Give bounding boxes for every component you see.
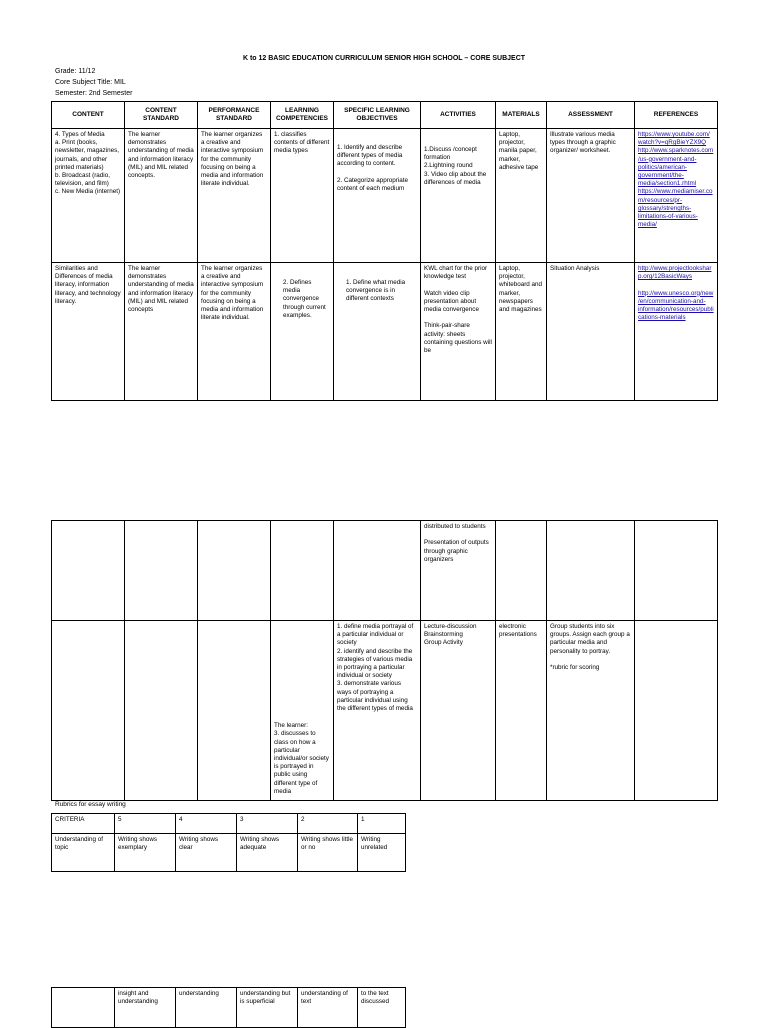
header-materials: MATERIALS	[496, 102, 547, 129]
rubric-cell: Writing unrelated	[358, 834, 406, 872]
rubric-cell: understanding but is superficial	[237, 988, 298, 1028]
reference-links[interactable]: https://www.youtube.com/watch?v=qRgBieYZX9Q http://www.sparknotes.com/us-government-and-politics/american-government/the-media/section1.rhtml https://www.mediamiser.com/resources/pr-glossary/strengths-limitations-of-various-media/	[638, 131, 714, 229]
cell-objectives: 1. Identify and describe different types of media according to content. 2. Categorize appropriate content of each medium	[334, 129, 421, 263]
cell-assessment: Group students into six groups. Assign each group a particular media and personality to portray. *rubric for scoring	[547, 621, 635, 801]
table-row	[52, 129, 718, 263]
rubric-cell: Understanding of topic	[52, 834, 115, 872]
cell-activities: KWL chart for the prior knowledge test Watch video clip presentation about media convergence Think-pair-share activity: sheets containing questions will be	[421, 263, 496, 401]
rubric-header-4: 4	[176, 814, 237, 834]
cell-performance-standard: The learner organizes a creative and interactive symposium for the community focusing on being a media and information literate individual.	[198, 129, 271, 263]
table-row	[52, 621, 718, 801]
cell-content: Similarities and Differences of media literacy, information literacy, and technology literacy.	[52, 263, 125, 401]
rubric-table-continued	[51, 987, 406, 1028]
cell-content-standard: The learner demonstrates understanding of media and information literacy (MIL) and MIL related concepts	[125, 263, 198, 401]
rubric-cell: understanding	[176, 988, 237, 1028]
cell-content-standard: The learner demonstrates understanding of media and information literacy (MIL) and MIL related concepts.	[125, 129, 198, 263]
document-title: K to 12 BASIC EDUCATION CURRICULUM SENIOR HIGH SCHOOL – CORE SUBJECT	[242, 55, 526, 62]
cell-assessment: Situation Analysis	[547, 263, 635, 401]
rubric-row	[52, 834, 406, 872]
rubric-cell	[52, 988, 115, 1028]
header-activities: ACTIVITIES	[421, 102, 496, 129]
rubric-cell: to the text discussed	[358, 988, 406, 1028]
rubric-cell: understanding of text	[298, 988, 358, 1028]
rubric-header-2: 2	[298, 814, 358, 834]
rubric-header-3: 3	[237, 814, 298, 834]
table-row	[52, 263, 718, 401]
rubric-cell: Writing shows little or no	[298, 834, 358, 872]
curriculum-table	[51, 101, 718, 401]
rubric-header-criteria: CRITERIA	[52, 814, 115, 834]
semester-line: Semester: 2nd Semester	[55, 90, 133, 97]
cell-competencies: The learner: 3. discusses to class on how a particular individual/or society is portrayed in public using different type of media	[271, 621, 334, 801]
cell-activities: distributed to students Presentation of outputs through graphic organizers	[421, 521, 496, 621]
table-row	[52, 521, 718, 621]
rubric-row	[52, 988, 406, 1028]
header-performance-standard: PERFORMANCE STANDARD	[198, 102, 271, 129]
reference-links[interactable]: http://www.projectlooksharp.org/12BasicWays http://www.unesco.org/new/en/communication-and-information/resources/publications-materials	[638, 265, 714, 322]
cell-competencies: 2. Defines media convergence through current examples.	[271, 263, 334, 401]
cell-objectives: 1. Define what media convergence is in different contexts	[334, 263, 421, 401]
cell-assessment: Illustrate various media types through a graphic organizer/ worksheet.	[547, 129, 635, 263]
header-assessment: ASSESSMENT	[547, 102, 635, 129]
subject-line: Core Subject Title: MIL	[55, 79, 126, 86]
rubric-table	[51, 813, 406, 872]
header-competencies: LEARNING COMPETENCIES	[271, 102, 334, 129]
rubric-cell: Writing shows clear	[176, 834, 237, 872]
cell-activities: 1.Discuss /concept formation 2.Lightning round 3. Video clip about the differences of media	[421, 129, 496, 263]
rubric-cell: Writing shows adequate	[237, 834, 298, 872]
rubric-cell: Writing shows exemplary	[115, 834, 176, 872]
grade-line: Grade: 11/12	[55, 68, 96, 75]
cell-content: 4. Types of Media a. Print (books, newsletter, magazines, journals, and other printed materials) b. Broadcast (radio, television, and film) c. New Media (internet)	[52, 129, 125, 263]
cell-competencies: 1. classifies contents of different media types	[271, 129, 334, 263]
cell-materials: Laptop, projector, whiteboard and marker, newspapers and magazines	[496, 263, 547, 401]
cell-performance-standard: The learner organizes a creative and interactive symposium for the community focusing on being a media and information literate individual.	[198, 263, 271, 401]
rubric-header-5: 5	[115, 814, 176, 834]
header-references: REFERENCES	[635, 102, 718, 129]
cell-objectives: 1. define media portrayal of a particular individual or society 2. identify and describe the strategies of various media in portraying a particular individual or society 3. demonstrate various ways of portraying a particular individual using the different types of media	[334, 621, 421, 801]
cell-references	[635, 263, 718, 401]
cell-activities: Lecture-discussion Brainstorming Group Activity	[421, 621, 496, 801]
curriculum-table-continued	[51, 520, 718, 801]
header-objectives: SPECIFIC LEARNING OBJECTIVES	[334, 102, 421, 129]
cell-references	[635, 129, 718, 263]
header-content: CONTENT	[52, 102, 125, 129]
header-content-standard: CONTENT STANDARD	[125, 102, 198, 129]
rubric-header-1: 1	[358, 814, 406, 834]
rubric-label: Rubrics for essay writing	[55, 801, 126, 808]
rubric-cell: insight and understanding	[115, 988, 176, 1028]
cell-materials: Laptop, projector, manila paper, marker, adhesive tape	[496, 129, 547, 263]
header-row	[52, 102, 718, 129]
rubric-header-row	[52, 814, 406, 834]
cell-materials: electronic presentations	[496, 621, 547, 801]
